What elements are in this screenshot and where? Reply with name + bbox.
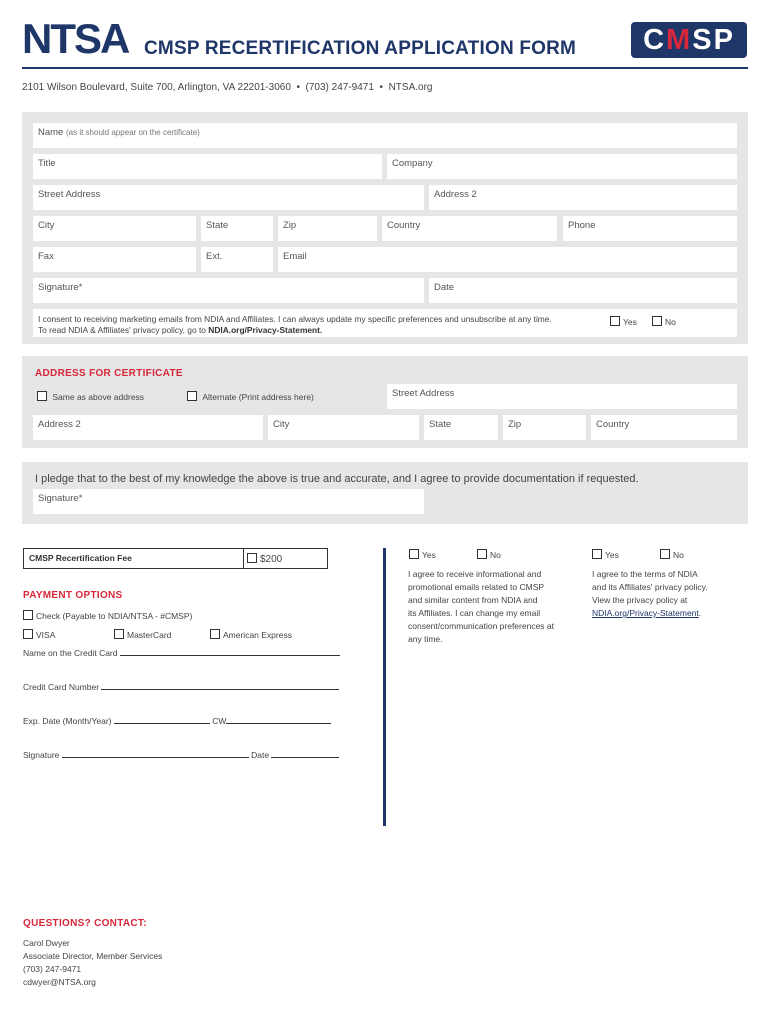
- name-label: Name: [38, 127, 64, 138]
- consent-text: I consent to receiving marketing emails from NDIA and Affiliates. I can always update my specific preferences and unsubscribe at any time.: [38, 314, 552, 324]
- ext-label: Ext.: [206, 251, 223, 262]
- fee-label: CMSP Recertification Fee: [29, 553, 132, 563]
- email-optin-line: its Affiliates. I can change my email: [408, 608, 541, 618]
- email-optin-line: and similar content from NDIA and: [408, 595, 538, 605]
- country-field[interactable]: [382, 216, 557, 241]
- org-phone: (703) 247-9471: [305, 82, 374, 93]
- cmsp-logo-c: C: [643, 24, 667, 56]
- same-address-label: Same as above address: [52, 392, 145, 402]
- privacy-terms-line: View the privacy policy at: [592, 595, 688, 605]
- privacy-yes-checkbox[interactable]: [592, 549, 602, 559]
- email-label: Email: [283, 251, 307, 262]
- title-label: Title: [38, 158, 56, 169]
- same-address-checkbox[interactable]: [37, 391, 47, 401]
- name-on-card-label: Name on the Credit Card: [23, 648, 118, 658]
- payment-date-input[interactable]: [271, 748, 339, 758]
- card-number-label: Credit Card Number: [23, 682, 100, 692]
- privacy-no-label: No: [673, 550, 684, 560]
- signature-label: Signature*: [38, 282, 83, 293]
- consent-yes-label: Yes: [623, 317, 637, 327]
- privacy-terms-line: I agree to the terms of NDIA: [592, 569, 698, 579]
- company-field[interactable]: [387, 154, 737, 179]
- cert-state-label: State: [429, 419, 452, 430]
- zip-label: Zip: [283, 220, 297, 231]
- exp-date-input[interactable]: [114, 714, 210, 724]
- payment-signature-line[interactable]: [23, 748, 339, 760]
- cert-address2-label: Address 2: [38, 419, 81, 430]
- cmsp-logo-m: M: [666, 24, 693, 56]
- visa-checkbox[interactable]: [23, 629, 33, 639]
- mastercard-option[interactable]: [114, 629, 171, 640]
- payment-signature-label: Signature: [23, 750, 60, 760]
- phone-field[interactable]: [563, 216, 737, 241]
- payment-options-heading: PAYMENT OPTIONS: [23, 590, 123, 601]
- check-label: Check (Payable to NDIA/NTSA - #CMSP): [36, 611, 193, 621]
- city-field[interactable]: [33, 216, 196, 241]
- email-optin-yes-option[interactable]: [409, 549, 436, 560]
- email-field[interactable]: [278, 247, 737, 272]
- name-field[interactable]: [33, 123, 737, 148]
- country-label: Country: [387, 220, 421, 231]
- privacy-terms-line: and its Affiliates' privacy policy.: [592, 582, 708, 592]
- card-number-input[interactable]: [101, 680, 339, 690]
- cert-state-field[interactable]: [424, 415, 498, 440]
- consent-yes-option[interactable]: [610, 316, 637, 327]
- pledge-signature-field[interactable]: [33, 489, 424, 514]
- cmsp-logo-s: S: [692, 24, 714, 56]
- ntsa-logo: NTSA: [22, 15, 129, 62]
- column-divider: [383, 548, 386, 826]
- privacy-yes-option[interactable]: [592, 549, 619, 560]
- alternate-address-label: Alternate (Print address here): [202, 392, 314, 402]
- ext-field[interactable]: [201, 247, 273, 272]
- date-label: Date: [434, 282, 455, 293]
- consent-policy-prefix: To read NDIA & Affiliates' privacy policy, go to: [38, 325, 206, 335]
- form-title: CMSP RECERTIFICATION APPLICATION FORM: [144, 38, 577, 59]
- privacy-link-suffix: .: [698, 608, 702, 618]
- bullet-separator: •: [379, 82, 383, 93]
- name-on-card-line[interactable]: [23, 646, 340, 658]
- privacy-statement-link[interactable]: NDIA.org/Privacy-Statement: [592, 608, 699, 618]
- fee-amount-option[interactable]: [247, 553, 282, 565]
- city-label: City: [38, 220, 55, 231]
- privacy-terms-link-line: [592, 607, 708, 620]
- cvv-label: CW: [212, 716, 227, 726]
- state-field[interactable]: [201, 216, 273, 241]
- email-optin-line: promotional emails related to CMSP: [408, 582, 545, 592]
- cmsp-logo: [631, 22, 747, 58]
- cmsp-logo-p: P: [713, 24, 735, 56]
- cert-address2-field[interactable]: [33, 415, 263, 440]
- consent-yes-checkbox[interactable]: [610, 316, 620, 326]
- email-optin-no-option[interactable]: [477, 549, 501, 560]
- contact-role: Associate Director, Member Services: [23, 951, 163, 961]
- title-field[interactable]: [33, 154, 382, 179]
- mastercard-checkbox[interactable]: [114, 629, 124, 639]
- amex-option[interactable]: [210, 629, 292, 640]
- cert-city-field[interactable]: [268, 415, 419, 440]
- cert-city-label: City: [273, 419, 290, 430]
- fax-field[interactable]: [33, 247, 196, 272]
- state-label: State: [206, 220, 229, 231]
- fee-divider: [243, 549, 244, 568]
- email-optin-yes-label: Yes: [422, 550, 436, 560]
- signature-field[interactable]: [33, 278, 424, 303]
- contact-name: Carol Dwyer: [23, 938, 70, 948]
- cert-country-field[interactable]: [591, 415, 737, 440]
- org-address: 2101 Wilson Boulevard, Suite 700, Arlington, VA 22201-3060: [22, 82, 291, 93]
- cert-street-address-label: Street Address: [392, 388, 455, 399]
- privacy-link[interactable]: NDIA.org/Privacy-Statement.: [208, 325, 323, 335]
- fee-box: [23, 548, 328, 569]
- street-address-label: Street Address: [38, 189, 101, 200]
- contact-details: [23, 937, 162, 989]
- org-website: NTSA.org: [388, 82, 433, 93]
- cvv-input[interactable]: [226, 714, 331, 724]
- address2-field[interactable]: [429, 185, 737, 210]
- fax-label: Fax: [38, 251, 54, 262]
- visa-option[interactable]: [23, 629, 55, 640]
- same-address-option[interactable]: [37, 391, 144, 402]
- cert-country-label: Country: [596, 419, 630, 430]
- check-checkbox[interactable]: [23, 610, 33, 620]
- privacy-no-option[interactable]: [660, 549, 684, 560]
- org-contact-line: [22, 82, 432, 93]
- header-rule: [22, 67, 748, 69]
- contact-email[interactable]: cdwyer@NTSA.org: [23, 977, 96, 987]
- email-optin-no-label: No: [490, 550, 501, 560]
- contact-heading: QUESTIONS? CONTACT:: [23, 918, 147, 929]
- company-label: Company: [392, 158, 433, 169]
- email-optin-text: [408, 568, 554, 646]
- fee-checkbox[interactable]: [247, 553, 257, 563]
- fee-amount: $200: [260, 554, 283, 565]
- card-number-line[interactable]: [23, 680, 339, 692]
- consent-no-label: No: [665, 317, 676, 327]
- email-optin-no-checkbox[interactable]: [477, 549, 487, 559]
- date-field[interactable]: [429, 278, 737, 303]
- address2-label: Address 2: [434, 189, 477, 200]
- email-optin-line: consent/communication preferences at: [408, 621, 554, 631]
- consent-no-checkbox[interactable]: [652, 316, 662, 326]
- amex-label: American Express: [223, 630, 292, 640]
- privacy-no-checkbox[interactable]: [660, 549, 670, 559]
- certificate-address-heading: ADDRESS FOR CERTIFICATE: [35, 368, 183, 379]
- name-on-card-input[interactable]: [120, 646, 340, 656]
- privacy-terms-text: [592, 568, 708, 620]
- phone-label: Phone: [568, 220, 596, 231]
- alternate-address-option[interactable]: [187, 391, 314, 402]
- amex-checkbox[interactable]: [210, 629, 220, 639]
- name-hint: (as it should appear on the certificate): [65, 128, 200, 137]
- email-optin-line: I agree to receive informational and: [408, 569, 542, 579]
- cert-zip-field[interactable]: [503, 415, 586, 440]
- payment-date-label: Date: [251, 750, 270, 760]
- pledge-signature-label: Signature*: [38, 493, 83, 504]
- cert-street-address-field[interactable]: [387, 384, 737, 409]
- zip-field[interactable]: [278, 216, 377, 241]
- alternate-address-checkbox[interactable]: [187, 391, 197, 401]
- street-address-field[interactable]: [33, 185, 424, 210]
- exp-date-line[interactable]: [23, 714, 331, 726]
- cert-zip-label: Zip: [508, 419, 522, 430]
- visa-label: VISA: [36, 630, 56, 640]
- pledge-statement: I pledge that to the best of my knowledge the above is true and accurate, and I agree to provide documentation if requested.: [35, 473, 639, 485]
- email-optin-yes-checkbox[interactable]: [409, 549, 419, 559]
- bullet-separator: •: [296, 82, 300, 93]
- check-option[interactable]: [23, 610, 192, 621]
- consent-no-option[interactable]: [652, 316, 676, 327]
- exp-date-label: Exp. Date (Month/Year): [23, 716, 112, 726]
- mastercard-label: MasterCard: [127, 630, 172, 640]
- contact-phone: (703) 247-9471: [23, 964, 82, 974]
- payment-signature-input[interactable]: [62, 748, 249, 758]
- privacy-yes-label: Yes: [605, 550, 619, 560]
- email-optin-line: any time.: [408, 634, 443, 644]
